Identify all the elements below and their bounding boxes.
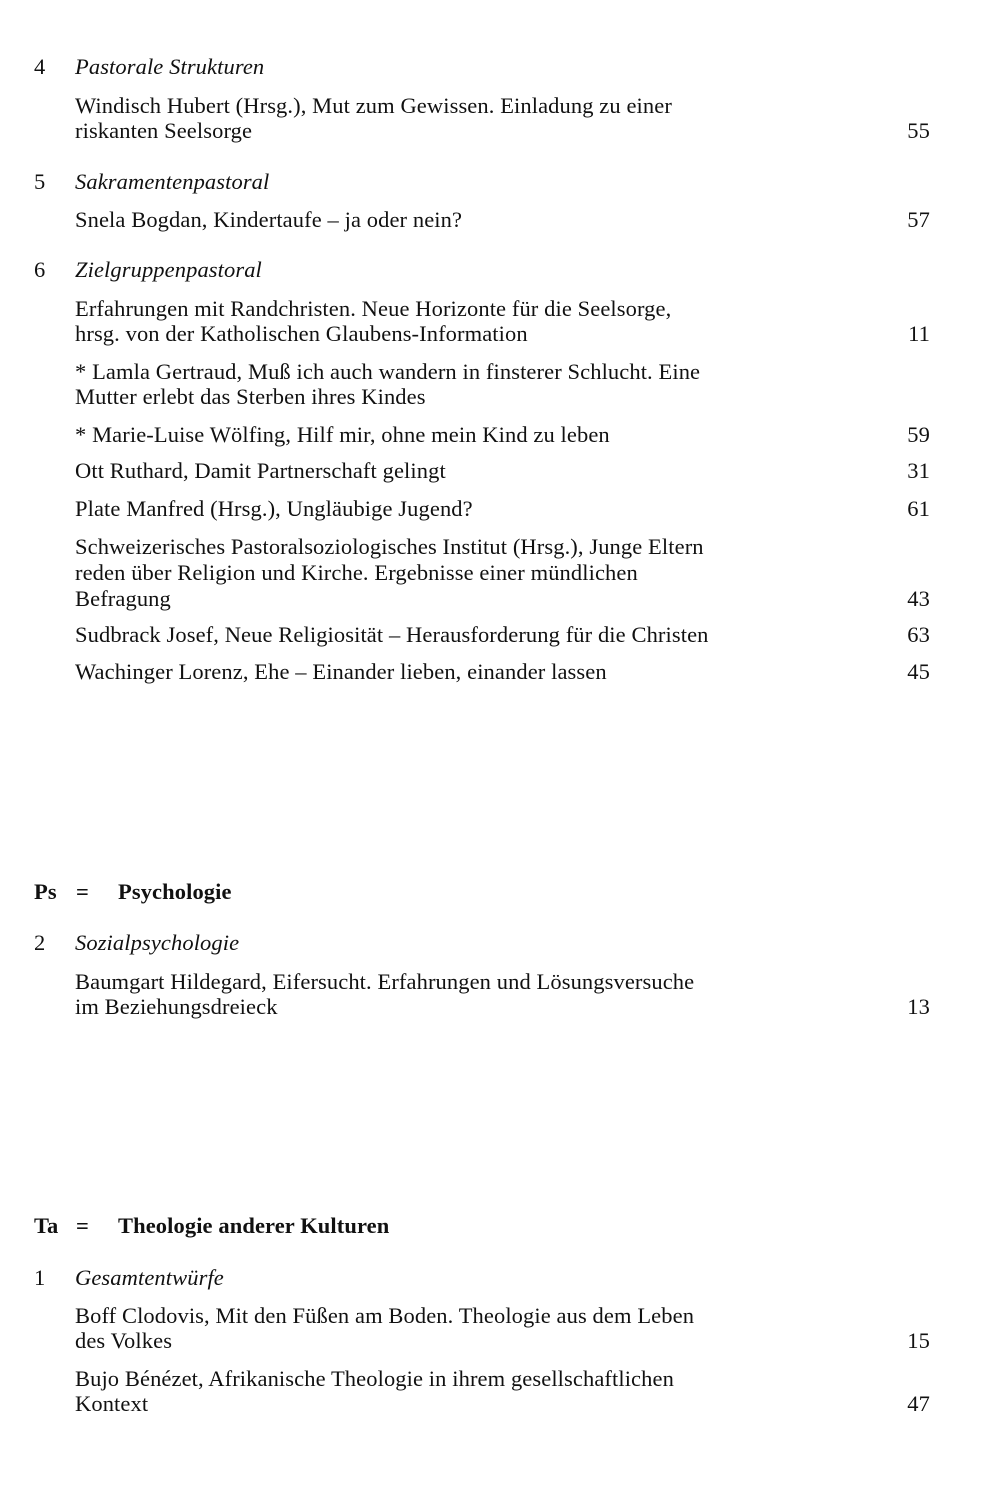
subcategory-title: Sakramentenpastoral xyxy=(75,169,270,194)
section-title: Theologie anderer Kulturen xyxy=(118,1213,390,1238)
page-number: 47 xyxy=(907,1391,930,1416)
category-number: 5 xyxy=(34,169,46,194)
page-number: 31 xyxy=(907,458,930,483)
entry-text: Windisch Hubert (Hrsg.), Mut zum Gewissen. Einladung zu einer xyxy=(75,93,672,118)
entry-text: Bujo Bénézet, Afrikanische Theologie in ihrem gesellschaftlichen xyxy=(75,1366,674,1391)
entry-text: Baumgart Hildegard, Eifersucht. Erfahrungen und Lösungsversuche xyxy=(75,969,695,994)
category-number: 4 xyxy=(34,54,46,79)
entry-text: Snela Bogdan, Kindertaufe – ja oder nein? xyxy=(75,207,463,232)
category-number: 6 xyxy=(34,257,46,282)
page-number: 45 xyxy=(907,659,930,684)
page-number: 63 xyxy=(907,622,930,647)
entry-text: Erfahrungen mit Randchristen. Neue Horizonte für die Seelsorge, xyxy=(75,296,672,321)
page-number: 59 xyxy=(907,422,930,447)
entry-text: Plate Manfred (Hrsg.), Ungläubige Jugend? xyxy=(75,496,473,521)
entry-text: Schweizerisches Pastoralsoziologisches Institut (Hrsg.), Junge Eltern xyxy=(75,534,704,559)
entry-text: Befragung xyxy=(75,586,171,611)
section-code: Ta xyxy=(34,1213,59,1238)
page-number: 61 xyxy=(907,496,930,521)
category-number: 2 xyxy=(34,930,46,955)
subcategory-title: Gesamtentwürfe xyxy=(75,1265,224,1290)
section-code: Ps xyxy=(34,879,57,904)
entry-text: Mutter erlebt das Sterben ihres Kindes xyxy=(75,384,426,409)
page-number: 13 xyxy=(907,994,930,1019)
section-title: Psychologie xyxy=(118,879,232,904)
entry-text: * Marie-Luise Wölfing, Hilf mir, ohne mein Kind zu leben xyxy=(75,422,610,447)
category-number: 1 xyxy=(34,1265,46,1290)
section-equals: = xyxy=(76,1213,89,1238)
entry-text: des Volkes xyxy=(75,1328,173,1353)
entry-text: Kontext xyxy=(75,1391,149,1416)
section-equals: = xyxy=(76,879,89,904)
subcategory-title: Sozialpsychologie xyxy=(75,930,240,955)
entry-text: * Lamla Gertraud, Muß ich auch wandern in finsterer Schlucht. Eine xyxy=(75,359,701,384)
entry-text: reden über Religion und Kirche. Ergebnisse einer mündlichen xyxy=(75,560,638,585)
entry-text: Ott Ruthard, Damit Partnerschaft gelingt xyxy=(75,458,446,483)
page-number: 57 xyxy=(907,207,930,232)
page-number: 55 xyxy=(907,118,930,143)
subcategory-title: Zielgruppenpastoral xyxy=(75,257,262,282)
entry-text: riskanten Seelsorge xyxy=(75,118,253,143)
entry-text: im Beziehungsdreieck xyxy=(75,994,278,1019)
page-number: 43 xyxy=(907,586,930,611)
entry-text: Wachinger Lorenz, Ehe – Einander lieben, einander lassen xyxy=(75,659,607,684)
entry-text: Boff Clodovis, Mit den Füßen am Boden. Theologie aus dem Leben xyxy=(75,1303,695,1328)
entry-text: hrsg. von der Katholischen Glaubens-Information xyxy=(75,321,528,346)
entry-text: Sudbrack Josef, Neue Religiosität – Herausforderung für die Christen xyxy=(75,622,709,647)
page-number: 15 xyxy=(907,1328,930,1353)
page-number: 11 xyxy=(908,321,930,346)
subcategory-title: Pastorale Strukturen xyxy=(75,54,265,79)
